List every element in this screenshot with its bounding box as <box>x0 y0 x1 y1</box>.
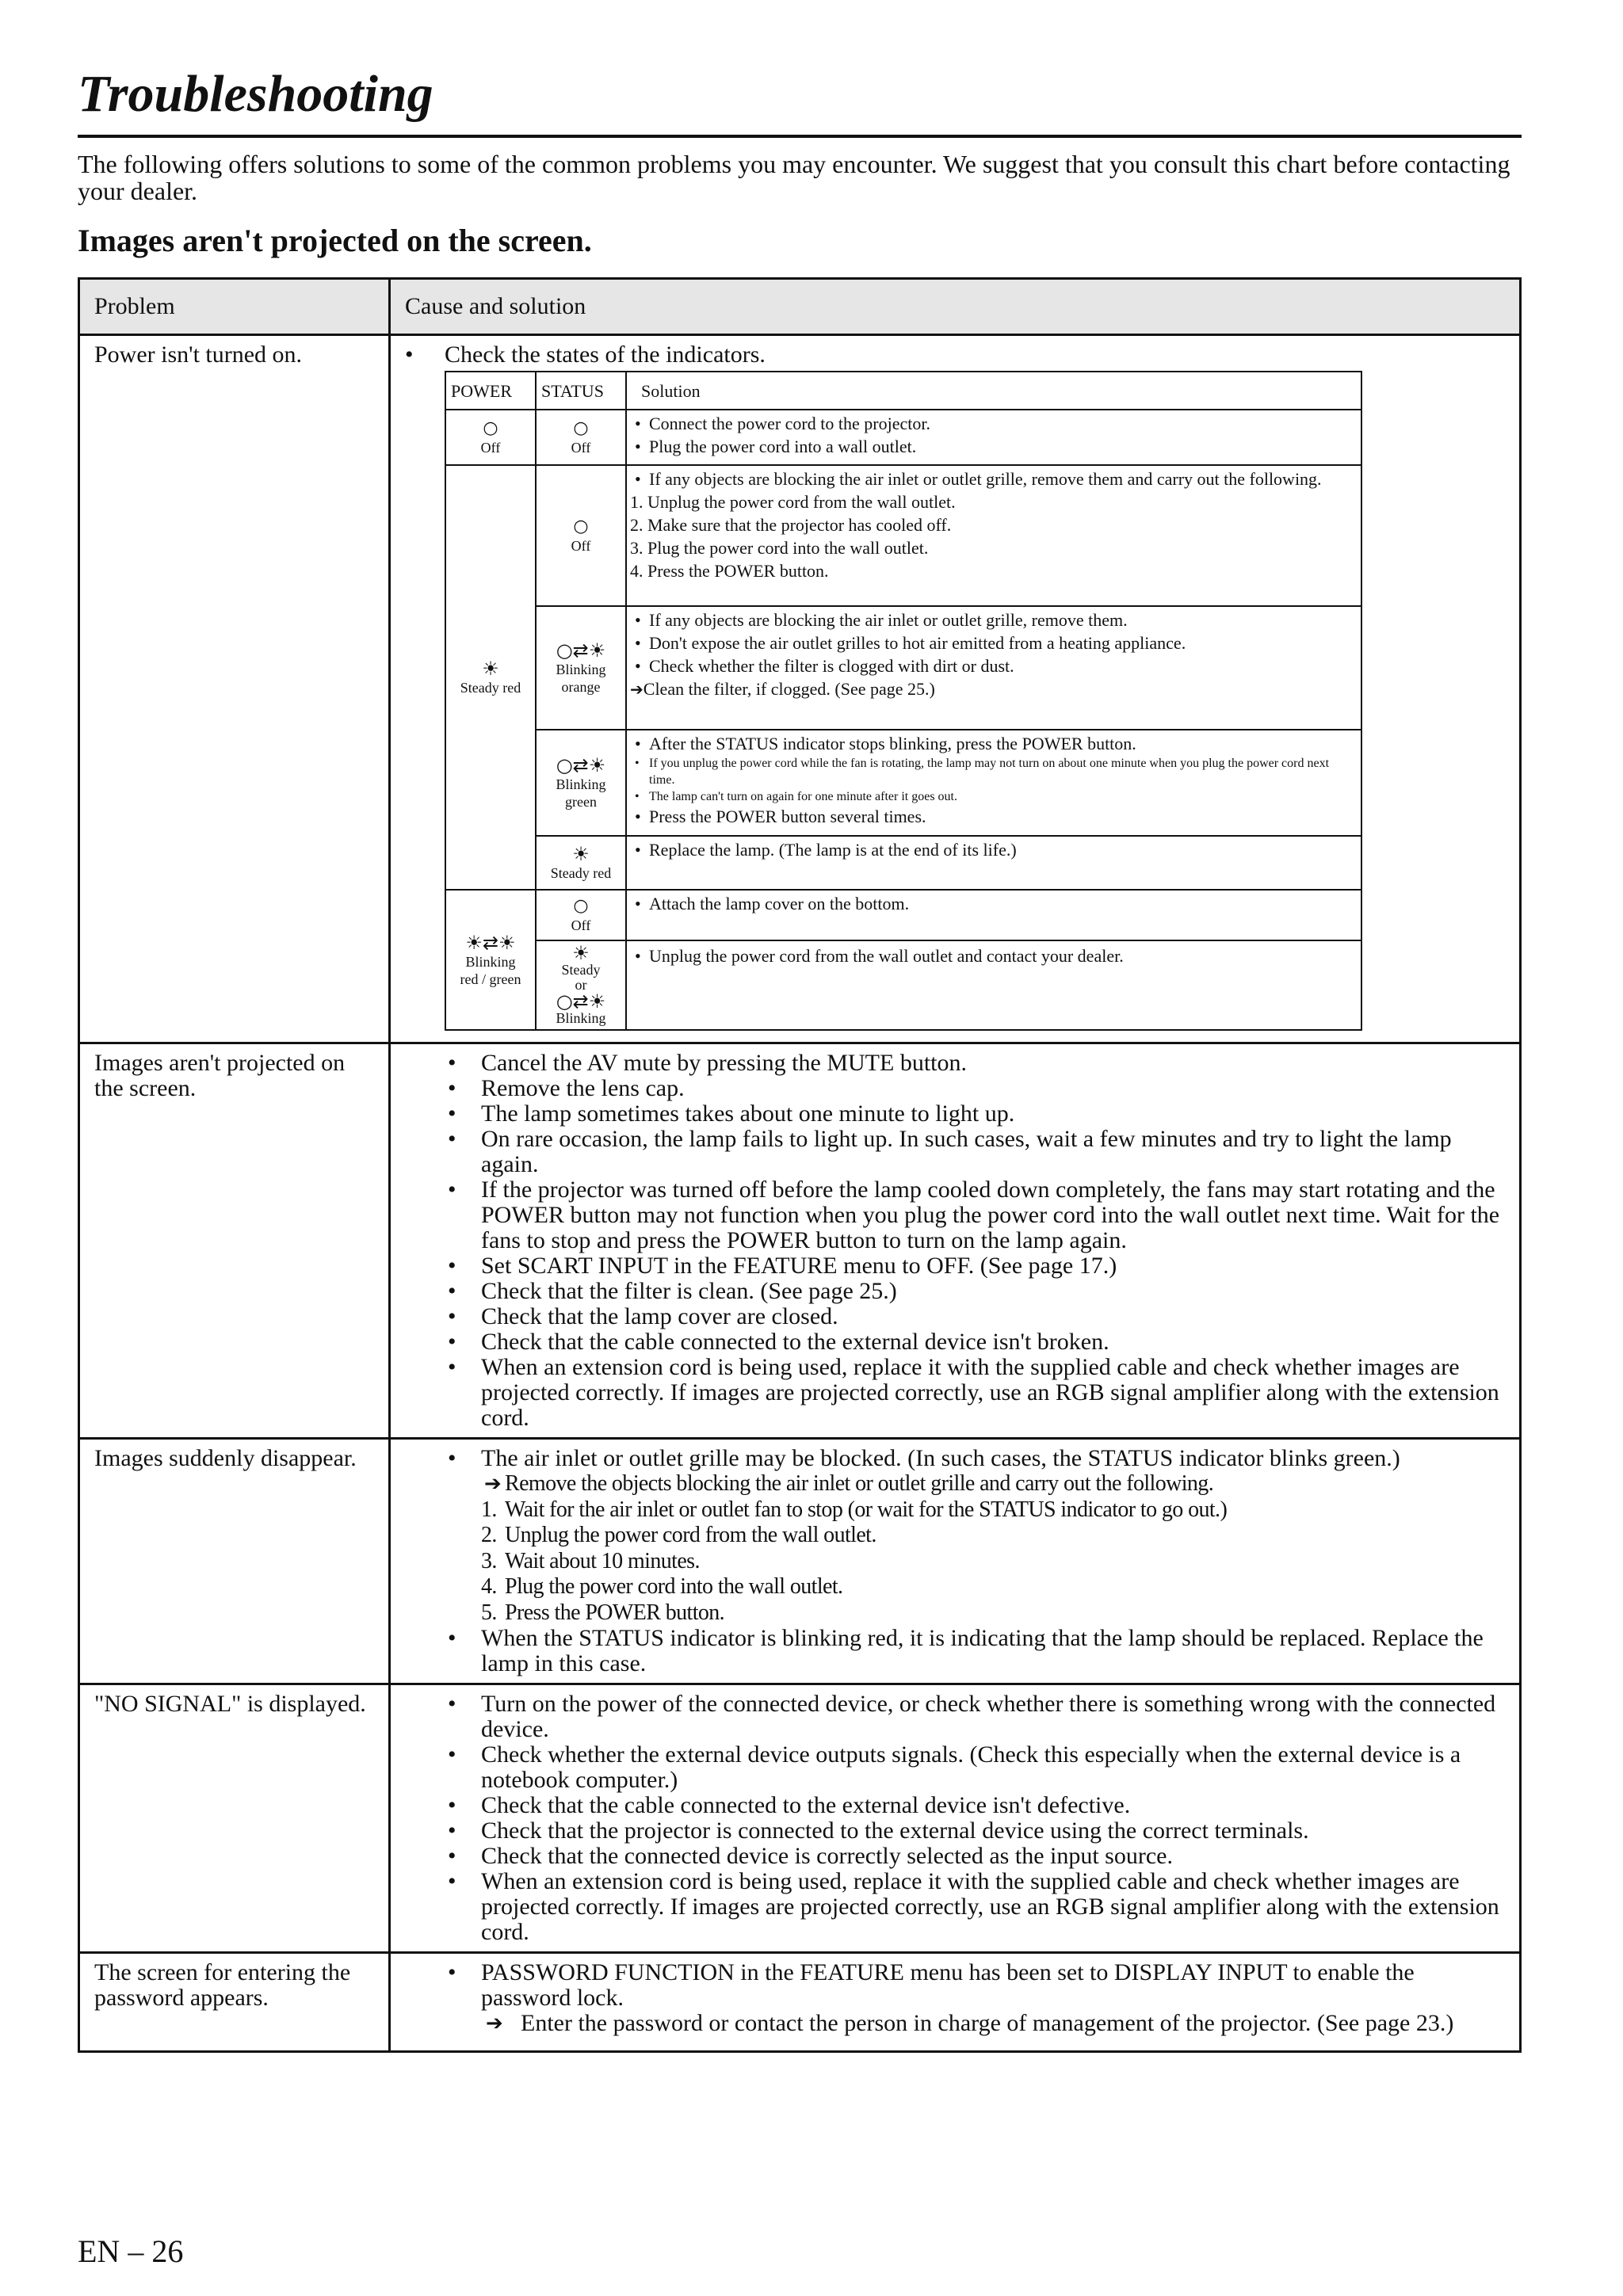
solution-cell <box>390 1043 1521 1439</box>
list-item: • PASSWORD FUNCTION in the FEATURE menu has been set to DISPLAY INPUT to enable the password lock. <box>481 1960 1505 2011</box>
blinking-red-green-icon: ☀⇄☀ <box>465 931 516 954</box>
arrow-note <box>481 1471 1505 1497</box>
table-row <box>79 1043 1521 1439</box>
list-item: • If any objects are blocking the air inlet or outlet grille, remove them and carry out the following. <box>649 467 1356 490</box>
indicator-row <box>445 730 1361 836</box>
step-item <box>481 1523 1505 1549</box>
list-item: • Check whether the filter is clogged with dirt or dust. <box>649 654 1356 677</box>
arrow-note <box>481 2011 1505 2036</box>
list-item: • When the STATUS indicator is blinking red, it is indicating that the lamp should be replaced. Replace the lamp in this case. <box>481 1626 1505 1676</box>
list-item: • Connect the power cord to the projector. <box>649 412 1356 435</box>
power-state-cell <box>445 410 536 465</box>
solution-cell <box>390 335 1521 1043</box>
step-text: Wait for the air inlet or outlet fan to stop (or wait for the STATUS indicator to go out.) <box>505 1497 1228 1522</box>
arrow-note <box>630 677 1356 700</box>
status-state-cell <box>536 940 626 1030</box>
arrow-right-icon: ➔ <box>484 1472 502 1496</box>
indicator-solution-cell <box>626 890 1361 940</box>
header-status: STATUS <box>536 372 626 410</box>
status-state-label: Blinking <box>556 1010 606 1026</box>
step-item <box>481 1497 1505 1524</box>
solution-cell <box>390 1953 1521 2052</box>
step-item: 4. Press the POWER button. <box>630 561 829 581</box>
arrow-right-icon: ➔ <box>630 680 643 699</box>
step-item: 3. Plug the power cord into the wall outlet. <box>630 538 929 558</box>
power-state-label: Steady red <box>460 680 521 696</box>
status-state-cell <box>536 836 626 890</box>
list-item: • Set SCART INPUT in the FEATURE menu to OFF. (See page 17.) <box>481 1253 1505 1279</box>
troubleshooting-table <box>78 277 1522 2053</box>
table-row <box>79 1684 1521 1953</box>
step-item: 2. Make sure that the projector has cooled off. <box>630 515 952 535</box>
lamp-on-icon: ☀ <box>572 843 590 865</box>
status-state-cell <box>536 465 626 606</box>
table-header-row <box>79 279 1521 335</box>
problem-cell: The screen for entering the password appears. <box>79 1953 390 2052</box>
problem-cell: Power isn't turned on. <box>79 335 390 1043</box>
indicator-table <box>445 371 1362 1031</box>
arrow-right-icon: ➔ <box>486 2012 503 2035</box>
list-item: • Check that the cable connected to the external device isn't defective. <box>481 1793 1505 1818</box>
step-number: 4. <box>481 1574 497 1599</box>
status-state-cell <box>536 410 626 465</box>
list-item: • The lamp sometimes takes about one minute to light up. <box>481 1101 1505 1127</box>
header-solution: Solution <box>626 372 1361 410</box>
list-item: • Turn on the power of the connected device, or check whether there is something wrong with the connected device. <box>481 1691 1505 1742</box>
solution-cell <box>390 1439 1521 1684</box>
header-power: POWER <box>445 372 536 410</box>
step-text: Press the POWER button. <box>505 1600 725 1625</box>
lamp-off-icon: ○ <box>573 418 589 438</box>
step-item <box>481 1549 1505 1575</box>
arrow-note-text: Clean the filter, if clogged. (See page 25.) <box>643 679 935 699</box>
indicator-solution-cell <box>626 410 1361 465</box>
power-state-cell <box>445 465 536 890</box>
list-item: • Check that the lamp cover are closed. <box>481 1304 1505 1329</box>
indicator-solution-cell <box>626 465 1361 606</box>
lamp-off-icon: ○ <box>573 517 589 536</box>
problem-cell: Images suddenly disappear. <box>79 1439 390 1684</box>
list-item: • If any objects are blocking the air inlet or outlet grille, remove them. <box>649 608 1356 631</box>
list-item: • Check that the filter is clean. (See page 25.) <box>481 1279 1505 1304</box>
blinking-icon: ○⇄☀ <box>556 990 606 1013</box>
list-item: • If you unplug the power cord while the fan is rotating, the lamp may not turn on about one minute when you plug the power cord next time. <box>649 755 1356 788</box>
list-item: • Check that the cable connected to the external device isn't broken. <box>481 1329 1505 1355</box>
list-item: • When an extension cord is being used, replace it with the supplied cable and check whether images are projected correctly. If images are projected correctly, use an RGB signal amplifier along with the extension cord. <box>481 1869 1505 1945</box>
list-item: • The air inlet or outlet grille may be blocked. (In such cases, the STATUS indicator blinks green.) <box>481 1446 1505 1471</box>
status-state-label: Steady red <box>550 865 612 881</box>
problem-cell: Images aren't projected on the screen. <box>79 1043 390 1439</box>
indicator-solution-cell <box>626 940 1361 1030</box>
status-state-cell <box>536 606 626 730</box>
problem-cell: "NO SIGNAL" is displayed. <box>79 1684 390 1953</box>
indicator-header-row <box>445 372 1361 410</box>
status-state-label: Off <box>571 538 591 554</box>
status-state-label: orange <box>561 679 601 695</box>
list-item: • When an extension cord is being used, replace it with the supplied cable and check whether images are projected correctly. If images are projected correctly, use an RGB signal amplifier along with the extension cord. <box>481 1355 1505 1431</box>
power-state-label: red / green <box>460 971 521 987</box>
list-item: • Press the POWER button several times. <box>649 805 1356 828</box>
blinking-icon: ○⇄☀ <box>556 754 606 776</box>
arrow-note-text: Enter the password or contact the person in charge of management of the projector. (See page 23.) <box>521 2010 1454 2036</box>
step-number: 5. <box>481 1600 497 1625</box>
lamp-off-icon: ○ <box>483 418 498 438</box>
list-item: • Plug the power cord into a wall outlet. <box>649 435 1356 458</box>
step-number: 3. <box>481 1548 497 1573</box>
status-state-label: or <box>575 977 587 993</box>
status-state-label: Blinking <box>556 662 606 677</box>
step-number: 2. <box>481 1523 497 1547</box>
list-item: • If the projector was turned off before the lamp cooled down completely, the fans may start rotating and the POWER button may not function when you plug the power cord into the wall outlet next time. Wait for the fans to stop and press the POWER button to turn on the lamp again. <box>481 1177 1505 1253</box>
blinking-icon: ○⇄☀ <box>556 639 606 662</box>
indicator-row <box>445 606 1361 730</box>
list-item: • Check that the connected device is correctly selected as the input source. <box>481 1844 1505 1869</box>
indicator-solution-cell <box>626 606 1361 730</box>
step-text: Wait about 10 minutes. <box>505 1548 700 1573</box>
arrow-note-text: Remove the objects blocking the air inlet or outlet grille and carry out the following. <box>505 1471 1214 1496</box>
indicator-row <box>445 836 1361 890</box>
step-item <box>481 1574 1505 1600</box>
indicator-row <box>445 940 1361 1030</box>
status-state-label: Off <box>571 440 591 456</box>
step-text: Plug the power cord into the wall outlet. <box>505 1574 843 1599</box>
list-item: • Don't expose the air outlet grilles to hot air emitted from a heating appliance. <box>649 631 1356 654</box>
intro-paragraph: The following offers solutions to some of the common problems you may encounter. We suggest that you consult this chart before contacting your dealer. <box>78 150 1510 205</box>
check-indicators-text: • Check the states of the indicators. <box>405 342 1505 368</box>
list-item: • Unplug the power cord from the wall outlet and contact your dealer. <box>649 944 1356 967</box>
status-state-label: Off <box>571 917 591 933</box>
status-state-label: Steady <box>561 962 601 978</box>
header-cause-solution: Cause and solution <box>390 279 1521 335</box>
power-state-cell <box>445 890 536 1030</box>
list-item: • Replace the lamp. (The lamp is at the end of its life.) <box>649 838 1356 861</box>
status-state-label: Blinking <box>556 776 606 792</box>
list-item: • Check whether the external device outputs signals. (Check this especially when the external device is a notebook computer.) <box>481 1742 1505 1793</box>
table-row <box>79 335 1521 1043</box>
title-rule <box>78 135 1522 138</box>
lamp-off-icon: ○ <box>573 896 589 916</box>
lamp-on-icon: ☀ <box>572 942 590 964</box>
list-item: • Attach the lamp cover on the bottom. <box>649 892 1356 915</box>
indicator-solution-cell <box>626 836 1361 890</box>
step-item: 1. Unplug the power cord from the wall outlet. <box>630 492 956 512</box>
list-item: • On rare occasion, the lamp fails to light up. In such cases, wait a few minutes and try to light the lamp again. <box>481 1127 1505 1177</box>
lamp-on-icon: ☀ <box>482 658 499 680</box>
status-state-cell <box>536 730 626 836</box>
section-heading: Images aren't projected on the screen. <box>78 223 592 258</box>
list-item: • Check that the projector is connected to the external device using the correct terminals. <box>481 1818 1505 1844</box>
indicator-solution-cell <box>626 730 1361 836</box>
list-item: • Remove the lens cap. <box>481 1076 1505 1101</box>
table-row <box>79 1953 1521 2052</box>
table-row <box>79 1439 1521 1684</box>
list-item: • After the STATUS indicator stops blinking, press the POWER button. <box>649 732 1356 755</box>
indicator-row <box>445 890 1361 940</box>
step-text: Unplug the power cord from the wall outlet. <box>505 1523 876 1547</box>
list-item: • The lamp can't turn on again for one minute after it goes out. <box>649 788 1356 805</box>
indicator-row <box>445 465 1361 606</box>
power-state-label: Off <box>480 440 501 456</box>
page-title: Troubleshooting <box>78 65 433 123</box>
header-problem: Problem <box>79 279 390 335</box>
indicator-row <box>445 410 1361 465</box>
step-item <box>481 1600 1505 1627</box>
step-number: 1. <box>481 1497 497 1522</box>
status-state-label: green <box>565 794 597 810</box>
status-state-cell <box>536 890 626 940</box>
list-item: • Cancel the AV mute by pressing the MUTE button. <box>481 1051 1505 1076</box>
page-number: EN – 26 <box>78 2233 184 2269</box>
power-state-label: Blinking <box>465 953 516 970</box>
solution-cell <box>390 1684 1521 1953</box>
